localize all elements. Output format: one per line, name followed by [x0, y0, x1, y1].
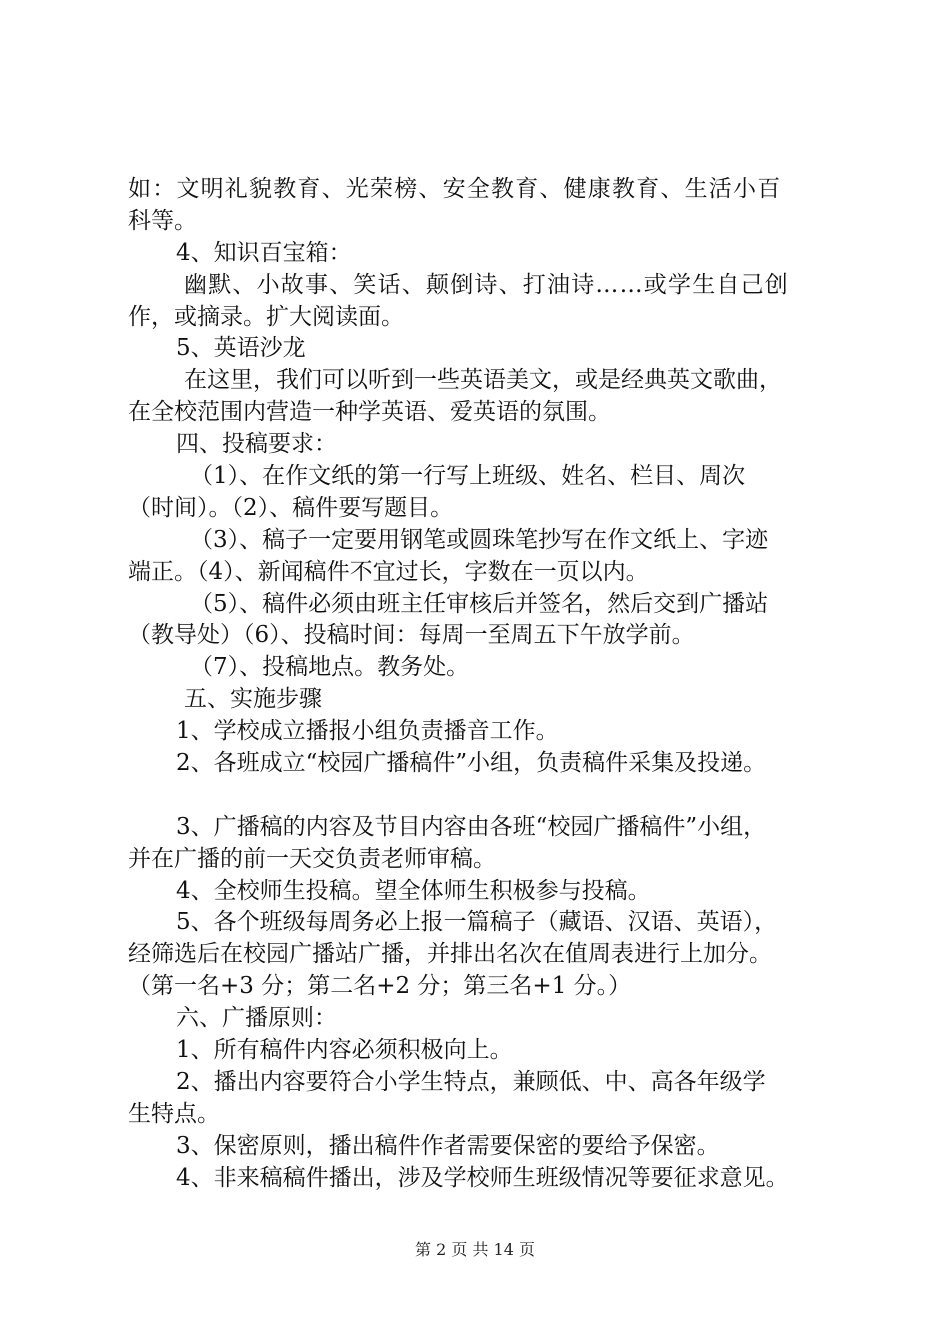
- text-line: 作，或摘录。扩大阅读面。: [128, 303, 404, 330]
- text-line: 如：文明礼貌教育、光荣榜、安全教育、健康教育、生活小百: [128, 176, 782, 202]
- page-number: 第 2 页 共 14 页: [415, 1240, 535, 1259]
- text-line: 在全校范围内营造一种学英语、爱英语的氛围。: [128, 399, 611, 426]
- text-line: （时间）。（2）、稿件要写题目。: [128, 494, 454, 521]
- section-heading: 五、实施步骤: [184, 686, 322, 713]
- text-line: 5、各个班级每周务必上报一篇稿子（藏语、汉语、英语），: [176, 909, 778, 936]
- blank-line: [128, 780, 838, 812]
- document-body: [128, 174, 838, 1195]
- text-line: 科等。: [128, 207, 197, 234]
- text-line: （5）、稿件必须由班主任审核后并签名，然后交到广播站: [190, 590, 769, 617]
- text-line: 1、学校成立播报小组负责播音工作。: [176, 718, 559, 745]
- section-heading: 4、知识百宝箱：: [176, 239, 352, 266]
- text-line: 3、广播稿的内容及节目内容由各班“校园广播稿件”小组，: [176, 813, 767, 840]
- text-line: （3）、稿子一定要用钢笔或圆珠笔抄写在作文纸上、字迹: [190, 526, 769, 553]
- text-line: （1）、在作文纸的第一行写上班级、姓名、栏目、周次: [190, 463, 746, 490]
- text-line: 并在广播的前一天交负责老师审稿。: [128, 845, 496, 872]
- text-line: 4、全校师生投稿。望全体师生积极参与投稿。: [176, 877, 651, 904]
- text-line: 3、保密原则，播出稿件作者需要保密的要给予保密。: [176, 1132, 720, 1159]
- text-line: 在这里，我们可以听到一些英语美文，或是经典英文歌曲，: [184, 367, 782, 394]
- text-line: （7）、投稿地点。教务处。: [190, 654, 470, 681]
- section-heading: 5、英语沙龙: [176, 335, 306, 362]
- text-line: 2、播出内容要符合小学生特点，兼顾低、中、高各年级学: [176, 1068, 766, 1095]
- text-line: 1、所有稿件内容必须积极向上。: [176, 1037, 513, 1064]
- text-line: 端正。（4）、新闻稿件不宜过长，字数在一页以内。: [128, 558, 649, 585]
- text-line: （第一名+3 分；第二名+2 分；第三名+1 分。）: [128, 973, 632, 1000]
- text-line: 2、各班成立“校园广播稿件”小组，负责稿件采集及投递。: [176, 750, 767, 777]
- text-line: （教导处）（6）、投稿时间：每周一至周五下午放学前。: [128, 622, 695, 649]
- text-line: 幽默、小故事、笑话、颠倒诗、打油诗……或学生自己创: [184, 271, 789, 298]
- section-heading: 四、投稿要求：: [176, 431, 337, 458]
- section-heading: 六、广播原则：: [176, 1005, 337, 1032]
- text-line: 经筛选后在校园广播站广播，并排出名次在值周表进行上加分。: [128, 941, 772, 968]
- text-line: 生特点。: [128, 1100, 220, 1127]
- text-line: 4、非来稿稿件播出，涉及学校师生班级情况等要征求意见。: [176, 1164, 789, 1191]
